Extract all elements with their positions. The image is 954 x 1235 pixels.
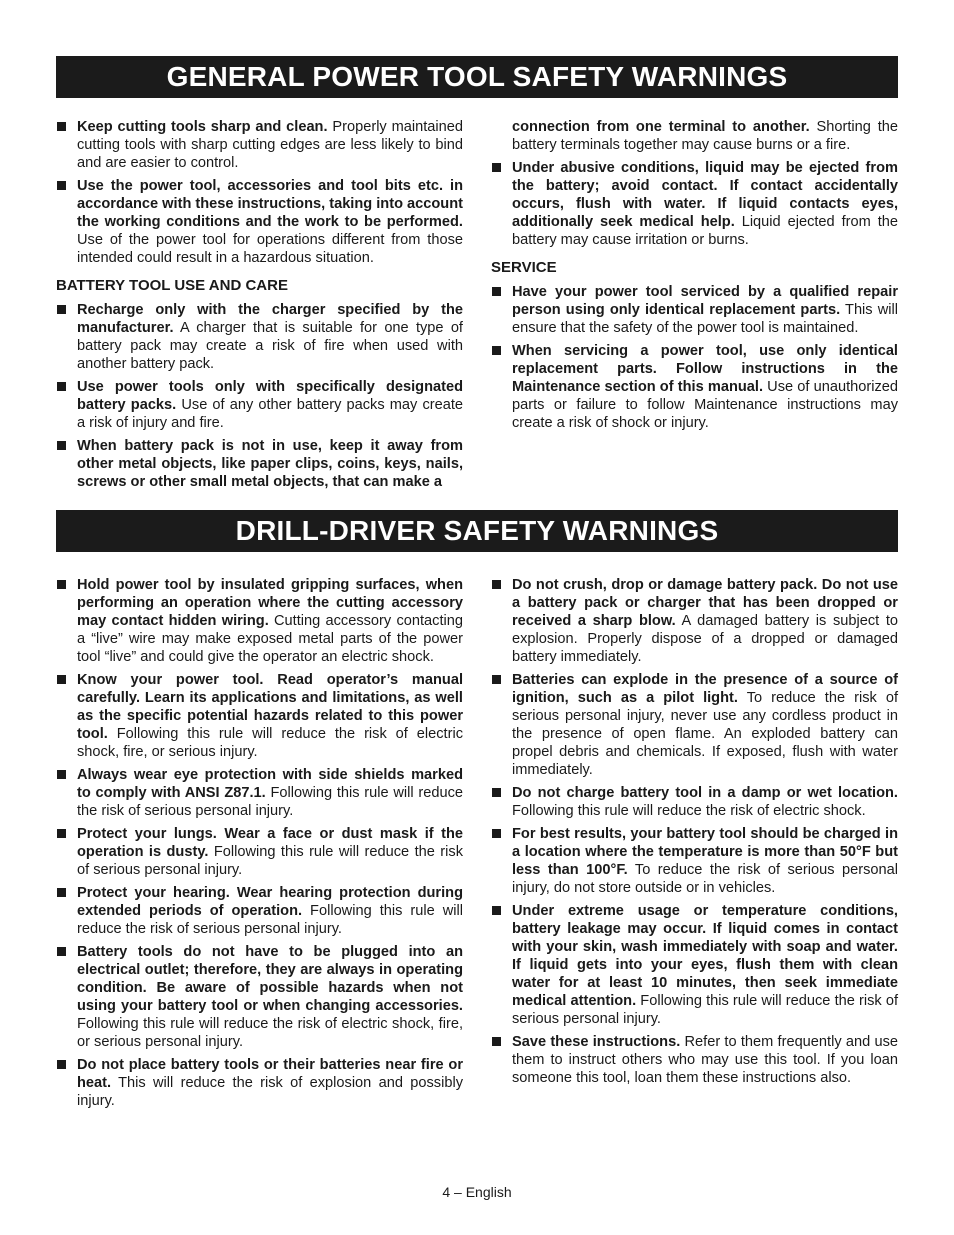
list-item: [56, 766, 463, 820]
square-bullet-icon: [57, 580, 66, 589]
item-text: Liquid ejected from the battery may cause irritation or burns.: [512, 214, 898, 248]
page-footer: 4 – English: [442, 1184, 512, 1200]
list-item: [491, 1033, 898, 1087]
item-bold-text: For best results, your battery tool should be charged in a location where the temperature is more than 50°F but less than 100°F.: [512, 826, 898, 878]
item-text: A charger that is suitable for one type of battery pack may create a risk of fire when used with another battery pack.: [77, 320, 463, 372]
item-text: Following this rule will reduce the risk of serious personal injury.: [512, 993, 898, 1027]
item-bold-text: Batteries can explode in the presence of a source of ignition, such as a pilot light.: [512, 672, 898, 706]
square-bullet-icon: [492, 788, 501, 797]
square-bullet-icon: [492, 906, 501, 915]
item-text: Refer to them frequently and use them to instruct others who may use this tool. If you loan someone this tool, loan them these instructions also.: [512, 1034, 898, 1086]
list-item: [491, 159, 898, 249]
list-item: [491, 825, 898, 897]
item-bold-text: When battery pack is not in use, keep it away from other metal objects, like paper clips, coins, keys, nails, screws or other small metal objects, that can make a: [77, 438, 463, 490]
list-item: [56, 576, 463, 666]
item-text: This will ensure that the safety of the power tool is maintained.: [512, 302, 898, 336]
item-text: This will reduce the risk of explosion and possibly injury.: [77, 1075, 463, 1109]
item-bold-text: Under extreme usage or temperature conditions, battery leakage may occur. If liquid comes in contact with your skin, wash immediately with soap and water. If liquid gets into your eyes, flush them with clean water for at least 10 minutes, then seek immediate medical attention.: [512, 903, 898, 1009]
square-bullet-icon: [57, 770, 66, 779]
square-bullet-icon: [57, 305, 66, 314]
item-bold-text: When servicing a power tool, use only identical replacement parts. Follow instructions in the Maintenance section of this manual.: [512, 343, 898, 395]
item-text: Following this rule will reduce the risk of electric shock.: [512, 803, 866, 819]
item-text: Use of the power tool for operations different from those intended could result in a hazardous situation.: [77, 232, 463, 266]
item-text: Following this rule will reduce the risk of electric shock, fire, or serious personal injury.: [77, 1016, 463, 1050]
square-bullet-icon: [492, 346, 501, 355]
list-item: [56, 943, 463, 1051]
square-bullet-icon: [57, 382, 66, 391]
item-bold-text: Do not crush, drop or damage battery pack. Do not use a battery pack or charger that has been dropped or received a sharp blow.: [512, 577, 898, 629]
list-item: [56, 825, 463, 879]
section1-right-column: [491, 118, 898, 437]
list-item: [491, 576, 898, 666]
item-bold-text: Have your power tool serviced by a qualified repair person using only identical replacement parts.: [512, 284, 898, 318]
section2-left-column: [56, 576, 463, 1115]
item-bold-text: Use power tools only with specifically designated battery packs.: [77, 379, 463, 413]
list-item: [56, 671, 463, 761]
item-bold-text: Know your power tool. Read operator’s manual carefully. Learn its applications and limitations, as well as the specific potential hazards related to this power tool.: [77, 672, 463, 742]
square-bullet-icon: [492, 829, 501, 838]
item-bold-text: Hold power tool by insulated gripping surfaces, when performing an operation where the cutting accessory may contact hidden wiring.: [77, 577, 463, 629]
item-bold-text: Keep cutting tools sharp and clean.: [77, 119, 328, 135]
list-item: [56, 1056, 463, 1110]
square-bullet-icon: [57, 947, 66, 956]
list-item: [491, 784, 898, 820]
item-bold-text: Do not place battery tools or their batteries near fire or heat.: [77, 1057, 463, 1091]
list-item: [491, 671, 898, 779]
item-text: Properly maintained cutting tools with sharp cutting edges are less likely to bind and are easier to control.: [77, 119, 463, 171]
square-bullet-icon: [57, 1060, 66, 1069]
square-bullet-icon: [57, 441, 66, 450]
section2-right-column: [491, 576, 898, 1092]
list-item: [56, 378, 463, 432]
square-bullet-icon: [57, 829, 66, 838]
square-bullet-icon: [492, 287, 501, 296]
list-item: [56, 177, 463, 267]
item-text: Following this rule will reduce the risk of serious personal injury.: [77, 785, 463, 819]
item-text: Following this rule will reduce the risk of serious personal injury.: [77, 844, 463, 878]
square-bullet-icon: [492, 163, 501, 172]
list-item: [56, 301, 463, 373]
item-text: Cutting accessory contacting a “live” wire may make exposed metal parts of the power tool “live” and could give the operator an electric shock.: [77, 613, 463, 665]
square-bullet-icon: [492, 1037, 501, 1046]
item-bold-text: Battery tools do not have to be plugged into an electrical outlet; therefore, they are always in operating condition. Be aware of possible hazards when not using your battery tool or when changing accessories.: [77, 944, 463, 1014]
item-bold-text: Protect your hearing. Wear hearing protection during extended periods of operation.: [77, 885, 463, 919]
item-bold-text: Do not charge battery tool in a damp or wet location.: [512, 785, 898, 801]
item-bold-text: Always wear eye protection with side shields marked to comply with ANSI Z87.1.: [77, 767, 463, 801]
item-text: To reduce the risk of serious personal injury, never use any cordless product in the presence of open flame. An exploded battery can propel debris and chemicals. If exposed, flush with water immediately.: [512, 690, 898, 778]
square-bullet-icon: [492, 580, 501, 589]
square-bullet-icon: [57, 122, 66, 131]
subheading-battery-tool: BATTERY TOOL USE AND CARE: [56, 277, 288, 294]
section-title-general-warnings: GENERAL POWER TOOL SAFETY WARNINGS: [56, 56, 898, 98]
square-bullet-icon: [57, 675, 66, 684]
item-bold-text: Protect your lungs. Wear a face or dust mask if the operation is dusty.: [77, 826, 463, 860]
item-text: A damaged battery is subject to explosion. Properly dispose of a dropped or damaged battery immediately.: [512, 613, 899, 665]
item-text: Shorting the battery terminals together may cause burns or a fire.: [512, 119, 898, 153]
item-text: Following this rule will reduce the risk of serious personal injury.: [77, 903, 463, 937]
square-bullet-icon: [57, 888, 66, 897]
item-text: Use of any other battery packs may create a risk of injury and fire.: [77, 397, 463, 431]
section1-left-column: [56, 118, 463, 496]
list-item: [56, 884, 463, 938]
list-item: [491, 902, 898, 1028]
list-item: [491, 283, 898, 337]
item-bold-text: Save these instructions.: [512, 1034, 681, 1050]
item-text: Following this rule will reduce the risk of electric shock, fire, or serious injury.: [77, 726, 463, 760]
square-bullet-icon: [57, 181, 66, 190]
item-bold-text: Recharge only with the charger specified by the manufacturer.: [77, 302, 463, 336]
subheading-service: SERVICE: [491, 259, 557, 276]
list-item: [56, 437, 463, 491]
item-bold-text: connection from one terminal to another.: [512, 119, 810, 135]
square-bullet-icon: [492, 675, 501, 684]
section-title-drill-driver-warnings: DRILL-DRIVER SAFETY WARNINGS: [56, 510, 898, 552]
list-item: [56, 118, 463, 172]
item-text: To reduce the risk of serious personal injury, do not store outside or in vehicles.: [512, 862, 898, 896]
list-item: [491, 342, 898, 432]
list-item-continuation: [491, 118, 898, 154]
item-bold-text: Under abusive conditions, liquid may be ejected from the battery; avoid contact. If contact accidentally occurs, flush with water. If liquid contacts eyes, additionally seek medical help.: [512, 160, 898, 230]
item-bold-text: Use the power tool, accessories and tool bits etc. in accordance with these instructions, taking into account the working conditions and the work to be performed.: [77, 178, 463, 230]
item-text: Use of unauthorized parts or failure to follow Maintenance instructions may create a risk of shock or injury.: [512, 379, 899, 431]
